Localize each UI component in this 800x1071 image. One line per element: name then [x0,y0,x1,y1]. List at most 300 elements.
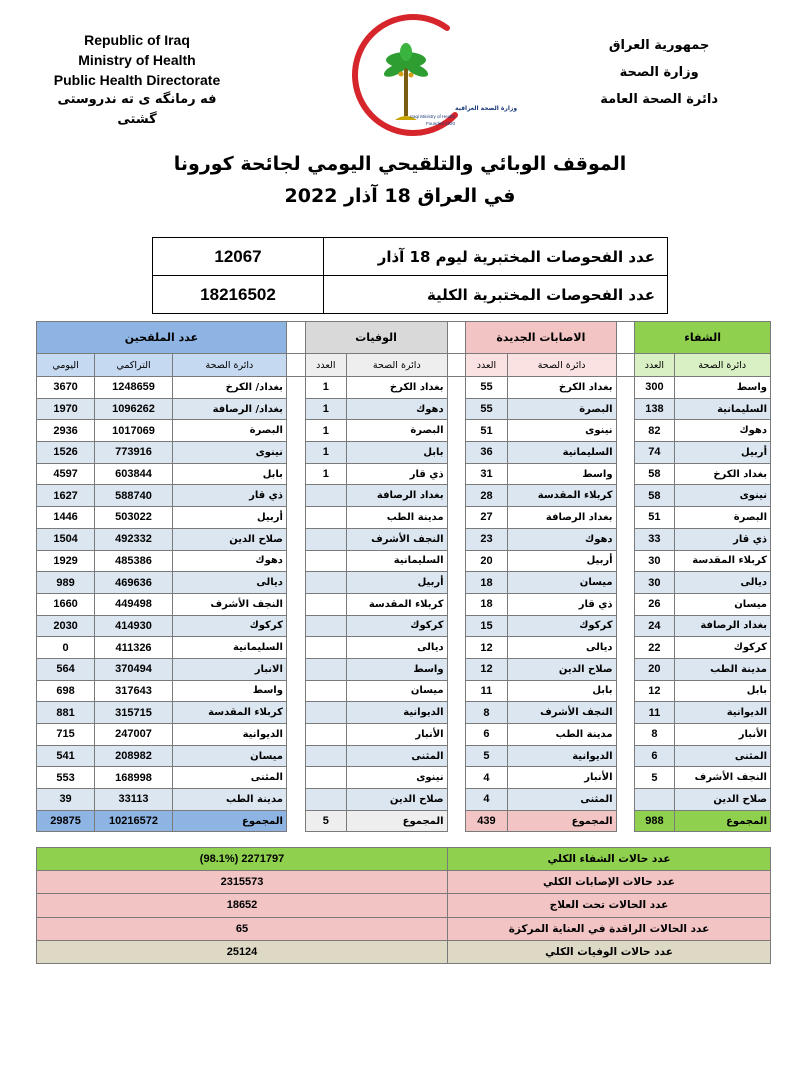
vaccinated-cumulative-cell: 1096262 [95,398,173,420]
daily-tests-value: 12067 [153,238,324,276]
header-kurdish-line: فه رمانگه ى ته ندروستى گشتى [57,92,217,127]
vaccinated-cumulative-cell: 773916 [95,442,173,464]
vaccinated-directorate-cell: الانبار [172,658,286,680]
column-gap [447,398,466,420]
column-gap [616,485,635,507]
vaccinated-daily-cell: 1929 [37,550,95,572]
recovered-directorate-cell: مدينة الطب [674,658,770,680]
deaths-count-cell [305,658,346,680]
column-gap [616,615,635,637]
deaths-directorate-cell: دهوك [347,398,448,420]
recovered-directorate-cell: البصرة [674,507,770,529]
vaccinated-cumulative-cell: 449498 [95,593,173,615]
deaths-count-cell [305,507,346,529]
recovered-count-cell: 26 [635,593,674,615]
summary-table [36,847,771,964]
infections-count-cell: 31 [466,463,507,485]
total-tests-row [153,276,668,314]
table-row [37,398,771,420]
column-gap [616,724,635,746]
vaccinated-daily-cell: 39 [37,789,95,811]
vaccinated-directorate-cell: نينوى [172,442,286,464]
infections-directorate-cell: دهوك [507,528,616,550]
column-gap [447,789,466,811]
infections-count-cell: 18 [466,572,507,594]
vaccinated-daily-cell: 2030 [37,615,95,637]
infections-header: الاصابات الجديدة [466,322,616,354]
recovered-count-cell: 58 [635,463,674,485]
table-row [37,572,771,594]
deaths-count-cell [305,485,346,507]
vaccinated-daily-cell: 1446 [37,507,95,529]
group-header-row [37,322,771,354]
table-row [37,637,771,659]
recovered-count-cell: 20 [635,658,674,680]
recovered-directorate-cell: بغداد الرصافة [674,615,770,637]
column-gap [447,767,466,789]
infections-count-cell: 5 [466,745,507,767]
recovered-directorate-cell: أربيل [674,442,770,464]
column-gap [447,702,466,724]
vaccinated-cumulative-cell: 603844 [95,463,173,485]
infections-count-cell: 51 [466,420,507,442]
vaccinated-directorate-header: دائرة الصحة [172,354,286,377]
deaths-count-cell [305,745,346,767]
column-gap [447,420,466,442]
vaccinated-daily-cell: 541 [37,745,95,767]
deaths-directorate-cell: ميسان [347,680,448,702]
deaths-directorate-cell: صلاح الدين [347,789,448,811]
infections-directorate-cell: البصرة [507,398,616,420]
column-gap [286,442,305,464]
recovered-directorate-cell: واسط [674,377,770,399]
infections-count-cell: 23 [466,528,507,550]
column-gap [286,420,305,442]
infections-count-cell: 27 [466,507,507,529]
recovered-directorate-cell: كربلاء المقدسة [674,550,770,572]
table-row [37,463,771,485]
deaths-directorate-cell: واسط [347,658,448,680]
table-row [37,528,771,550]
deaths-directorate-cell: ديالى [347,637,448,659]
infections-directorate-cell: السليمانية [507,442,616,464]
vaccinated-directorate-cell: النجف الأشرف [172,593,286,615]
column-gap [447,507,466,529]
recovered-directorate-cell: الديوانية [674,702,770,724]
recovered-directorate-cell: ذي قار [674,528,770,550]
infections-directorate-cell: واسط [507,463,616,485]
vaccinated-directorate-cell: الديوانية [172,724,286,746]
header-en-line: Ministry of Health [78,52,196,68]
recovered-count-cell: 30 [635,572,674,594]
recovered-header: الشفاء [635,322,771,354]
vaccinated-directorate-cell: كركوك [172,615,286,637]
recovered-count-cell: 82 [635,420,674,442]
logo-subtext: Iraqi Ministry of Health [410,114,455,119]
vaccinated-daily-cell: 4597 [37,463,95,485]
header-english [42,30,232,130]
recovered-directorate-cell: دهوك [674,420,770,442]
column-gap [447,322,466,354]
summary-value: 65 [37,917,448,940]
deaths-directorate-cell: النجف الأشرف [347,528,448,550]
column-gap [286,658,305,680]
header-ar-line: وزارة الصحة [619,65,699,80]
infections-count-cell: 20 [466,550,507,572]
deaths-count-cell [305,680,346,702]
logo-text: وزارة الصحة العراقية [455,105,518,112]
column-gap [616,322,635,354]
deaths-count-cell: 1 [305,442,346,464]
recovered-count-cell: 58 [635,485,674,507]
recovered-count-cell: 33 [635,528,674,550]
column-gap [616,377,635,399]
column-gap [286,745,305,767]
infections-directorate-cell: كركوك [507,615,616,637]
column-gap [286,593,305,615]
summary-row-total-deaths [37,940,771,963]
logo-founded: Founded 1920 [425,121,455,126]
summary-row-total-infections [37,871,771,894]
vaccinated-cumulative-cell: 1017069 [95,420,173,442]
column-gap [447,658,466,680]
infections-count-cell: 11 [466,680,507,702]
column-gap [616,442,635,464]
column-gap [616,572,635,594]
daily-tests-row [153,238,668,276]
vaccinated-directorate-cell: بغداد/ الرصافة [172,398,286,420]
column-gap [447,810,466,832]
vaccinated-cumulative-cell: 168998 [95,767,173,789]
header-en-line: Republic of Iraq [84,32,190,48]
infections-count-cell: 18 [466,593,507,615]
column-gap [286,398,305,420]
infections-directorate-cell: ميسان [507,572,616,594]
header-ar-line: دائرة الصحة العامة [600,92,718,107]
column-gap [286,767,305,789]
recovered-total-label: المجموع [674,810,770,832]
table-row [37,485,771,507]
table-row [37,377,771,399]
column-gap [447,745,466,767]
deaths-directorate-cell: أربيل [347,572,448,594]
summary-label: عدد الحالات تحت العلاج [448,894,771,917]
column-gap [286,637,305,659]
column-gap [286,810,305,832]
table-row [37,550,771,572]
column-gap [616,507,635,529]
vaccinated-directorate-cell: ذي قار [172,485,286,507]
vaccinated-daily-cell: 1504 [37,528,95,550]
vaccinated-daily-cell: 1660 [37,593,95,615]
column-gap [286,377,305,399]
recovered-count-cell: 51 [635,507,674,529]
vaccinated-directorate-cell: واسط [172,680,286,702]
vaccinated-cumulative-cell: 469636 [95,572,173,594]
infections-directorate-cell: النجف الأشرف [507,702,616,724]
total-tests-label: عدد الفحوصات المختبرية الكلية [324,276,668,314]
summary-label: عدد حالات الوفيات الكلي [448,940,771,963]
column-gap [286,702,305,724]
infections-count-cell: 55 [466,377,507,399]
recovered-directorate-cell: المثنى [674,745,770,767]
vaccinated-cumulative-cell: 247007 [95,724,173,746]
vaccinated-cumulative-cell: 317643 [95,680,173,702]
deaths-count-cell [305,572,346,594]
recovered-directorate-cell: ديالى [674,572,770,594]
title-line-2: في العراق 18 آذار 2022 [284,185,516,207]
column-gap [447,724,466,746]
vaccinated-directorate-cell: المثنى [172,767,286,789]
summary-row-total-recovered [37,848,771,871]
column-gap [616,354,635,377]
vaccinated-directorate-cell: أربيل [172,507,286,529]
vaccinated-daily-cell: 1627 [37,485,95,507]
sub-header-row [37,354,771,377]
infections-directorate-cell: بغداد الرصافة [507,507,616,529]
infections-count-header: العدد [466,354,507,377]
vaccinated-cumulative-cell: 411326 [95,637,173,659]
recovered-count-cell: 22 [635,637,674,659]
deaths-directorate-cell: السليمانية [347,550,448,572]
infections-directorate-cell: ذي قار [507,593,616,615]
infections-directorate-cell: صلاح الدين [507,658,616,680]
recovered-count-cell: 11 [635,702,674,724]
column-gap [286,485,305,507]
vaccinated-daily-cell: 1970 [37,398,95,420]
page-title [0,148,800,212]
infections-total: 439 [466,810,507,832]
epidemic-table [36,321,771,832]
lab-tests-table [152,237,668,314]
deaths-directorate-cell: كركوك [347,615,448,637]
deaths-directorate-cell: كربلاء المقدسة [347,593,448,615]
vaccinated-directorate-cell: البصرة [172,420,286,442]
table-row [37,615,771,637]
summary-label: عدد حالات الإصابات الكلي [448,871,771,894]
recovered-directorate-cell: النجف الأشرف [674,767,770,789]
vaccinated-cumulative-cell: 370494 [95,658,173,680]
column-gap [447,572,466,594]
deaths-count-cell: 1 [305,377,346,399]
deaths-count-cell [305,767,346,789]
recovered-directorate-cell: ميسان [674,593,770,615]
deaths-directorate-cell: بابل [347,442,448,464]
vaccinated-total-label: المجموع [172,810,286,832]
infections-directorate-cell: كربلاء المقدسة [507,485,616,507]
vaccinated-directorate-cell: السليمانية [172,637,286,659]
column-gap [616,680,635,702]
recovered-count-cell: 74 [635,442,674,464]
infections-count-cell: 55 [466,398,507,420]
vaccinated-cumulative-header: التراكمي [95,354,173,377]
summary-row-under-treatment [37,894,771,917]
vaccinated-directorate-cell: بابل [172,463,286,485]
column-gap [616,637,635,659]
recovered-count-cell: 30 [635,550,674,572]
recovered-directorate-cell: كركوك [674,637,770,659]
infections-directorate-cell: المثنى [507,789,616,811]
column-gap [447,354,466,377]
recovered-count-header: العدد [635,354,674,377]
title-line-1: الموقف الوبائي والتلقيحي اليومي لجائحة كورونا [173,153,627,175]
vaccinated-cumulative-cell: 315715 [95,702,173,724]
column-gap [616,420,635,442]
vaccinated-daily-cell: 3670 [37,377,95,399]
table-row [37,420,771,442]
infections-count-cell: 15 [466,615,507,637]
vaccinated-cumulative-cell: 588740 [95,485,173,507]
column-gap [447,593,466,615]
vaccinated-cumulative-total: 10216572 [95,810,173,832]
table-row [37,767,771,789]
recovered-count-cell: 12 [635,680,674,702]
recovered-directorate-cell: بغداد الكرخ [674,463,770,485]
infections-count-cell: 4 [466,767,507,789]
column-gap [447,637,466,659]
infections-count-cell: 28 [466,485,507,507]
ministry-logo-icon [337,10,518,140]
vaccinated-daily-total: 29875 [37,810,95,832]
column-gap [286,724,305,746]
column-gap [616,810,635,832]
infections-directorate-cell: بابل [507,680,616,702]
deaths-directorate-cell: نينوى [347,767,448,789]
totals-row [37,810,771,832]
summary-row-icu [37,917,771,940]
recovered-count-cell: 138 [635,398,674,420]
column-gap [447,442,466,464]
vaccinated-daily-header: اليومي [37,354,95,377]
vaccinated-cumulative-cell: 492332 [95,528,173,550]
recovered-directorate-header: دائرة الصحة [674,354,770,377]
vaccinated-header: عدد الملقحين [37,322,287,354]
table-row [37,789,771,811]
vaccinated-daily-cell: 989 [37,572,95,594]
column-gap [447,528,466,550]
summary-label: عدد حالات الشفاء الكلي [448,848,771,871]
column-gap [447,550,466,572]
infections-directorate-cell: الأنبار [507,767,616,789]
infections-directorate-cell: الديوانية [507,745,616,767]
vaccinated-directorate-cell: ديالى [172,572,286,594]
infections-count-cell: 4 [466,789,507,811]
vaccinated-cumulative-cell: 485386 [95,550,173,572]
deaths-directorate-cell: الأنبار [347,724,448,746]
column-gap [286,463,305,485]
vaccinated-daily-cell: 553 [37,767,95,789]
vaccinated-directorate-cell: مدينة الطب [172,789,286,811]
table-row [37,658,771,680]
vaccinated-directorate-cell: صلاح الدين [172,528,286,550]
vaccinated-daily-cell: 2936 [37,420,95,442]
deaths-count-cell [305,593,346,615]
infections-directorate-header: دائرة الصحة [507,354,616,377]
deaths-count-cell [305,637,346,659]
infections-count-cell: 8 [466,702,507,724]
column-gap [286,507,305,529]
deaths-directorate-cell: ذي قار [347,463,448,485]
deaths-count-cell [305,550,346,572]
deaths-count-cell [305,789,346,811]
column-gap [286,354,305,377]
vaccinated-directorate-cell: بغداد/ الكرخ [172,377,286,399]
summary-value: 2315573 [37,871,448,894]
summary-value: 2271797 (98.1%) [37,848,448,871]
total-tests-value: 18216502 [153,276,324,314]
deaths-count-cell: 1 [305,420,346,442]
recovered-total: 988 [635,810,674,832]
infections-directorate-cell: أربيل [507,550,616,572]
deaths-count-header: العدد [305,354,346,377]
vaccinated-daily-cell: 698 [37,680,95,702]
column-gap [286,680,305,702]
table-row [37,680,771,702]
vaccinated-cumulative-cell: 1248659 [95,377,173,399]
summary-value: 25124 [37,940,448,963]
deaths-count-cell [305,615,346,637]
table-row [37,745,771,767]
column-gap [616,702,635,724]
recovered-directorate-cell: الأنبار [674,724,770,746]
vaccinated-directorate-cell: ميسان [172,745,286,767]
infections-count-cell: 12 [466,637,507,659]
vaccinated-daily-cell: 1526 [37,442,95,464]
infections-count-cell: 36 [466,442,507,464]
recovered-count-cell: 24 [635,615,674,637]
vaccinated-daily-cell: 881 [37,702,95,724]
column-gap [286,615,305,637]
column-gap [616,767,635,789]
deaths-total-label: المجموع [347,810,448,832]
table-row [37,507,771,529]
column-gap [286,789,305,811]
recovered-count-cell: 8 [635,724,674,746]
deaths-directorate-cell: المثنى [347,745,448,767]
deaths-count-cell: 1 [305,398,346,420]
column-gap [616,398,635,420]
column-gap [616,463,635,485]
recovered-directorate-cell: السليمانية [674,398,770,420]
deaths-count-cell: 1 [305,463,346,485]
infections-directorate-cell: مدينة الطب [507,724,616,746]
column-gap [447,485,466,507]
header-ar-line: جمهورية العراق [608,38,710,53]
column-gap [286,550,305,572]
column-gap [286,528,305,550]
recovered-count-cell [635,789,674,811]
header-en-line: Public Health Directorate [53,72,221,88]
table-row [37,702,771,724]
summary-label: عدد الحالات الراقدة في العناية المركزة [448,917,771,940]
infections-count-cell: 12 [466,658,507,680]
column-gap [616,593,635,615]
deaths-directorate-cell: الديوانية [347,702,448,724]
column-gap [616,789,635,811]
daily-tests-label: عدد الفحوصات المختبرية ليوم 18 آذار [324,238,668,276]
recovered-directorate-cell: نينوى [674,485,770,507]
infections-directorate-cell: بغداد الكرخ [507,377,616,399]
recovered-directorate-cell: بابل [674,680,770,702]
deaths-count-cell [305,702,346,724]
epidemic-table-body [37,377,771,832]
vaccinated-directorate-cell: كربلاء المقدسة [172,702,286,724]
recovered-count-cell: 5 [635,767,674,789]
deaths-header: الوفيات [305,322,447,354]
vaccinated-cumulative-cell: 414930 [95,615,173,637]
deaths-total: 5 [305,810,346,832]
vaccinated-directorate-cell: دهوك [172,550,286,572]
